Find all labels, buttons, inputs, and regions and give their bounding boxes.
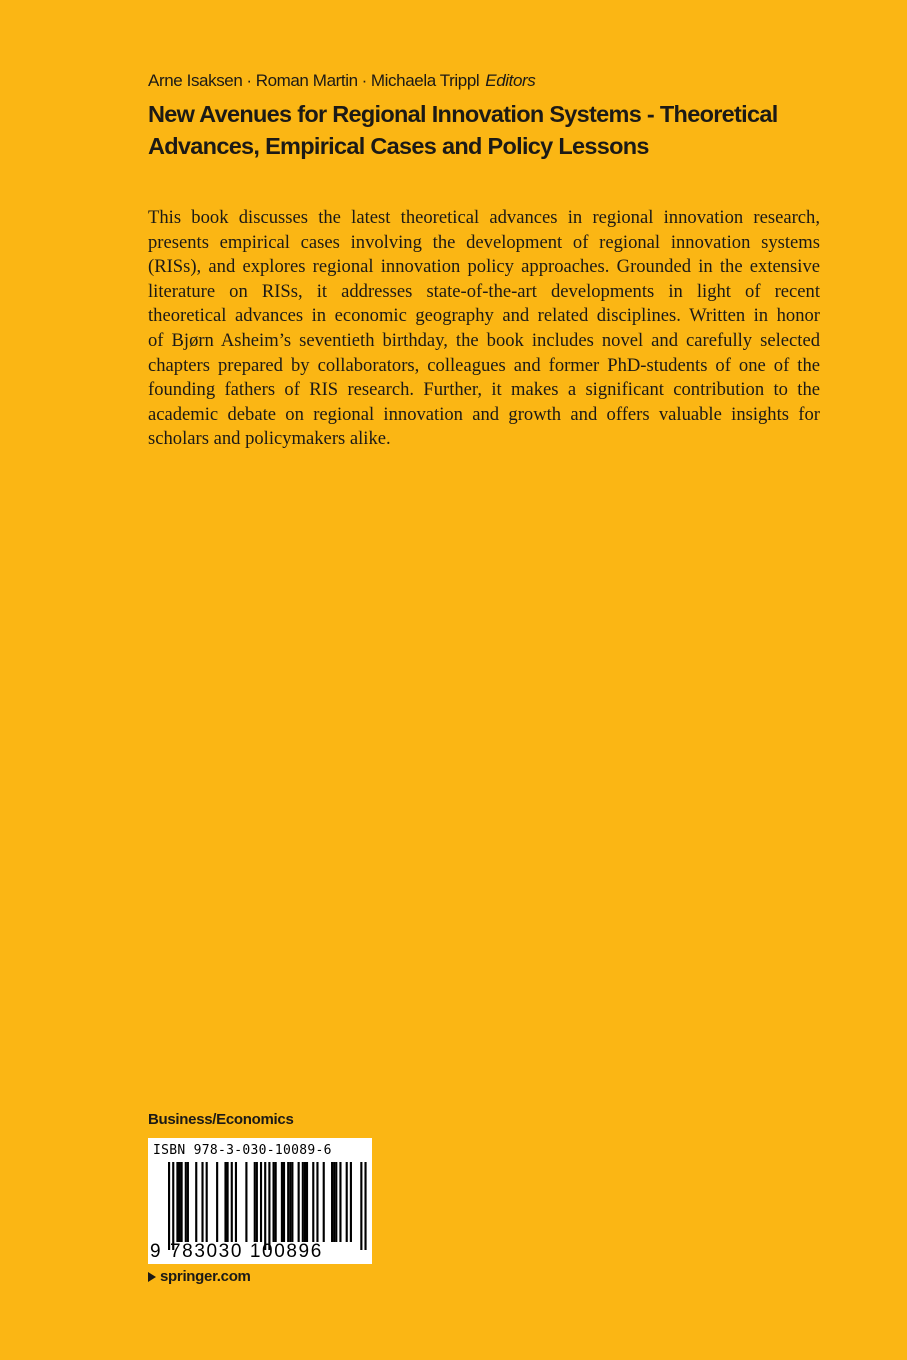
barcode-bar xyxy=(287,1162,289,1242)
ean-number xyxy=(148,1241,372,1263)
blurb-line: founding fathers of RIS research. Further, it makes a significant contribution to the xyxy=(148,379,820,401)
barcode-bar xyxy=(339,1162,341,1242)
barcode-bar xyxy=(283,1162,285,1242)
editors-role: Editors xyxy=(485,71,536,90)
barcode-bar xyxy=(206,1162,208,1242)
editor-name: Arne Isaksen xyxy=(148,71,243,90)
blurb-line: literature on RISs, it addresses state-of-the-art developments in light of recent xyxy=(148,280,820,302)
barcode-bar xyxy=(312,1162,314,1242)
barcode-bar xyxy=(281,1162,283,1242)
barcode-bar xyxy=(333,1162,335,1242)
barcode-bar xyxy=(227,1162,229,1242)
editor-name: Michaela Trippl xyxy=(370,71,480,90)
barcode-bar xyxy=(187,1162,189,1242)
blurb-line: chapters prepared by collaborators, colleagues and former PhD-students of one of the xyxy=(148,354,820,376)
barcode-bar xyxy=(360,1162,362,1250)
book-blurb xyxy=(148,206,820,452)
barcode-bar xyxy=(304,1162,306,1242)
name-separator: · xyxy=(361,71,367,90)
barcode-bar xyxy=(331,1162,333,1242)
blurb-line: This book discusses the latest theoretical advances in regional innovation research, xyxy=(148,207,820,228)
barcode-bar xyxy=(254,1162,256,1242)
blurb-line: academic debate on regional innovation and growth and offers valuable insights for xyxy=(148,403,820,425)
ean-first-digit: 9 xyxy=(150,1241,161,1262)
ean-digits-rest: 783030 100896 xyxy=(170,1241,323,1262)
blurb-line: theoretical advances in economic geography and related disciplines. Written in honor xyxy=(148,305,820,327)
barcode-bar xyxy=(275,1162,277,1242)
title-line: New Avenues for Regional Innovation Systems - Theoretical xyxy=(148,101,778,127)
barcode-bar xyxy=(350,1162,352,1242)
barcode-bar xyxy=(195,1162,197,1242)
barcode-bar xyxy=(178,1162,180,1242)
editor-name: Roman Martin xyxy=(255,71,358,90)
barcode-bar xyxy=(289,1162,291,1242)
barcode-bar xyxy=(172,1162,174,1250)
book-title xyxy=(148,98,848,162)
barcode-bar xyxy=(224,1162,226,1242)
barcode-bar xyxy=(346,1162,348,1242)
barcode-bar xyxy=(260,1162,262,1242)
barcode-bar xyxy=(268,1162,270,1250)
title-line: Advances, Empirical Cases and Policy Lessons xyxy=(148,133,649,159)
barcode-bar xyxy=(245,1162,247,1242)
barcode-bar xyxy=(231,1162,233,1242)
name-separator: · xyxy=(246,71,252,90)
website-link[interactable] xyxy=(148,1268,251,1285)
barcode-bar xyxy=(291,1162,293,1242)
barcode-bar xyxy=(323,1162,325,1242)
barcode-bar xyxy=(335,1162,337,1242)
barcode-bar xyxy=(364,1162,366,1250)
blurb-line: (RISs), and explores regional innovation policy approaches. Grounded in the extensive xyxy=(148,256,820,278)
barcode-bar xyxy=(176,1162,178,1242)
barcode-bar xyxy=(256,1162,258,1242)
blurb-line: presents empirical cases involving the development of regional innovation systems xyxy=(148,231,820,253)
editors-line xyxy=(148,71,535,91)
barcode-bar xyxy=(306,1162,308,1242)
isbn-label: ISBN 978-3-030-10089-6 xyxy=(153,1143,332,1158)
subject-category: Business/Economics xyxy=(148,1111,294,1128)
barcode-bar xyxy=(181,1162,183,1242)
blurb-line: scholars and policymakers alike. xyxy=(148,428,391,450)
barcode-bar xyxy=(302,1162,304,1242)
barcode-bar xyxy=(216,1162,218,1242)
arrow-right-icon xyxy=(148,1272,156,1282)
barcode-box xyxy=(148,1138,372,1264)
barcode-bar xyxy=(316,1162,318,1242)
barcode-bar xyxy=(185,1162,187,1242)
blurb-line: of Bjørn Asheim’s seventieth birthday, the book includes novel and carefully selected xyxy=(148,329,820,351)
website-label: springer.com xyxy=(160,1268,251,1285)
barcode-bar xyxy=(298,1162,300,1242)
barcode-bar xyxy=(273,1162,275,1242)
barcode-bar xyxy=(264,1162,266,1250)
barcode-bar xyxy=(168,1162,170,1250)
barcode-bar xyxy=(235,1162,237,1242)
barcode-bar xyxy=(201,1162,203,1242)
